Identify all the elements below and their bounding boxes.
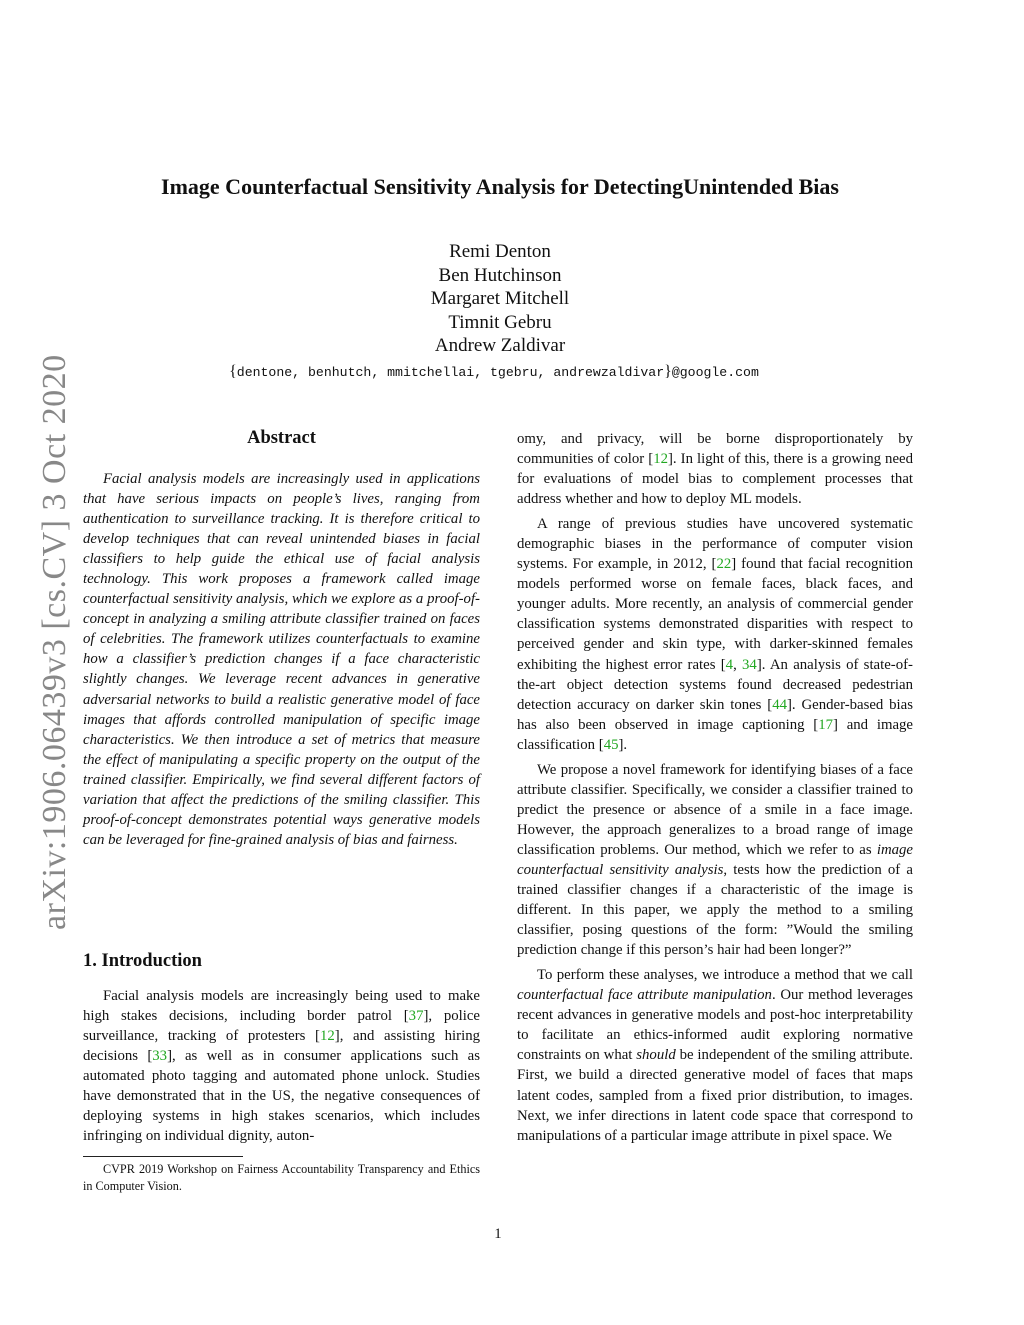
text-run: A range of previous studies have uncovered systematic demographic biases in the performance of computer vision systems. For example, in 2012, [ (517, 516, 913, 573)
arxiv-identifier: arXiv:1906.06439v3 [cs.CV] 3 Oct 2020 (36, 354, 73, 930)
text-run: We propose a novel framework for identifying biases of a face attribute classifier. Specifically, we consider a classifier trained to predict the presence or absence of a smile in a face image. However, the approach generalizes to a broad range of image classification problems. Our method, which we refer to as (517, 761, 913, 858)
text-run: ], and assisting hiring decisions [ (83, 1028, 480, 1065)
text-run: ]. Gender-based bias has also been observed in image captioning [ (517, 696, 913, 733)
abstract-heading: Abstract (247, 428, 316, 448)
text-run: omy, and privacy, will be borne disproportionately by communities of color [ (517, 431, 913, 468)
footnote-rule (83, 1156, 243, 1157)
text-run: To perform these analyses, we introduce a method that we call (537, 967, 913, 984)
author-name: Timnit Gebru (448, 311, 552, 333)
emphasis: counterfactual face attribute manipulation (517, 987, 772, 1004)
text-run: Facial analysis models are increasingly being used to make high stakes decisions, including border patrol [ (83, 988, 480, 1025)
citation-link[interactable]: 17 (818, 716, 834, 733)
citation-link[interactable]: 37 (408, 1008, 424, 1025)
section-heading-introduction: 1. Introduction (83, 951, 202, 971)
text-run: . Our method leverages recent advances in generative models and post-hoc interpretability to facilitate an ethics-informed audit exploring normative constraints on what (517, 987, 913, 1064)
paper-title: Image Counterfactual Sensitivity Analysis for DetectingUnintended Bias (161, 174, 839, 199)
citation-link[interactable]: 12 (319, 1028, 335, 1045)
body-paragraph (517, 429, 913, 509)
email-brace-close: } (664, 363, 672, 380)
citation-link[interactable]: 33 (152, 1048, 168, 1065)
citation-link[interactable]: 44 (772, 696, 787, 713)
text-run: ], as well as in consumer applications such as automated photo tagging and automated phone unlock. Studies have demonstrated that in the US, the negative consequences of deploying systems in high stakes scenarios, which includes infringing on individual dignity, auton- (83, 1048, 480, 1145)
text-run: ]. (618, 736, 628, 753)
email-names: dentone, benhutch, mmitchellai, tgebru, andrewzaldivar (236, 365, 665, 380)
author-name: Remi Denton (449, 241, 551, 262)
text-run: ]. An analysis of state-of-the-art object detection systems found decreased pedestrian detection accuracy on darker skin tones [ (517, 656, 913, 713)
text-run: ] and image classification [ (517, 716, 913, 753)
right-column (517, 429, 913, 1151)
text-run: , tests how the prediction of a trained classifier changes if a characteristic of the image is different. In this paper, we apply the method to a smiling classifier, posing questions of the form: ”Would the smiling prediction change if this person’s hair had been longer?” (517, 861, 913, 959)
email-domain: @google.com (671, 365, 759, 380)
body-paragraph (517, 760, 913, 960)
author-name: Margaret Mitchell (430, 288, 570, 310)
emphasis: image counterfactual sensitivity analysis (517, 841, 913, 878)
text-run: ]. In light of this, there is a growing need for evaluations of model bias to complement processes that address whether and how to deploy ML models. (517, 451, 913, 508)
body-paragraph (517, 965, 913, 1145)
intro-paragraph (83, 986, 480, 1146)
citation-link[interactable]: 34 (742, 656, 757, 673)
citation-link[interactable]: 4 (725, 656, 734, 673)
text-run: , (733, 656, 743, 673)
emphasis: should (636, 1047, 676, 1064)
footnote: CVPR 2019 Workshop on Fairness Accountability Transparency and Ethics in Computer Vision. (83, 1162, 480, 1193)
citation-link[interactable]: 45 (603, 736, 619, 753)
text-run: ] found that facial recognition models performed worse on female faces, black faces, and younger adults. More recently, an analysis of commercial gender classification systems demonstrated disparities with respect to perceived gender and skin type, with darker-skinned females exhibiting the highest error rates [ (517, 556, 913, 673)
author-name: Andrew Zaldivar (434, 335, 566, 357)
abstract-text: Facial analysis models are increasingly used in applications that have serious impacts on people’s lives, ranging from authentication to surveillance tracking. It is therefore critical to develop techniques that can reveal unintended biases in facial classifiers to help guide the ethical use of facial analysis technology. This work proposes a framework called image counterfactual sensitivity analysis, which we explore as a proof-of-concept in analyzing a smiling attribute classifier trained on faces of celebrities. The framework utilizes counterfactuals to examine how a classifier’s prediction changes if a face characteristic slightly changes. We leverage recent advances in generative adversarial networks to build a realistic generative model of face images that affords controlled manipulation of specific image characteristics. We then introduce a set of metrics that measure the effect of manipulating a specific property on the output of the trained classifier. Empirically, we find several different factors of variation that affect the predictions of the smiling classifier. This proof-of-concept demonstrates potential ways generative models can be leveraged for fine-grained analysis of bias and fairness. (83, 471, 480, 848)
citation-link[interactable]: 12 (653, 451, 668, 468)
citation-link[interactable]: 22 (716, 556, 732, 573)
page-number: 1 (494, 1226, 502, 1242)
text-run: be independent of the smiling attribute. First, we build a directed generative model of faces that maps latent codes, sampled from a fixed prior distribution, to images. Next, we infer directions in latent code space that correspond to manipulations of a particular image attribute in pixel space. We (517, 1047, 914, 1144)
email-brace-open: { (229, 363, 237, 380)
text-run: ], police surveillance, tracking of protesters [ (83, 1008, 480, 1045)
left-column (83, 428, 480, 865)
author-name: Ben Hutchinson (438, 264, 562, 286)
author-list (0, 240, 1000, 358)
author-emails (0, 363, 988, 381)
body-paragraph (517, 514, 913, 755)
